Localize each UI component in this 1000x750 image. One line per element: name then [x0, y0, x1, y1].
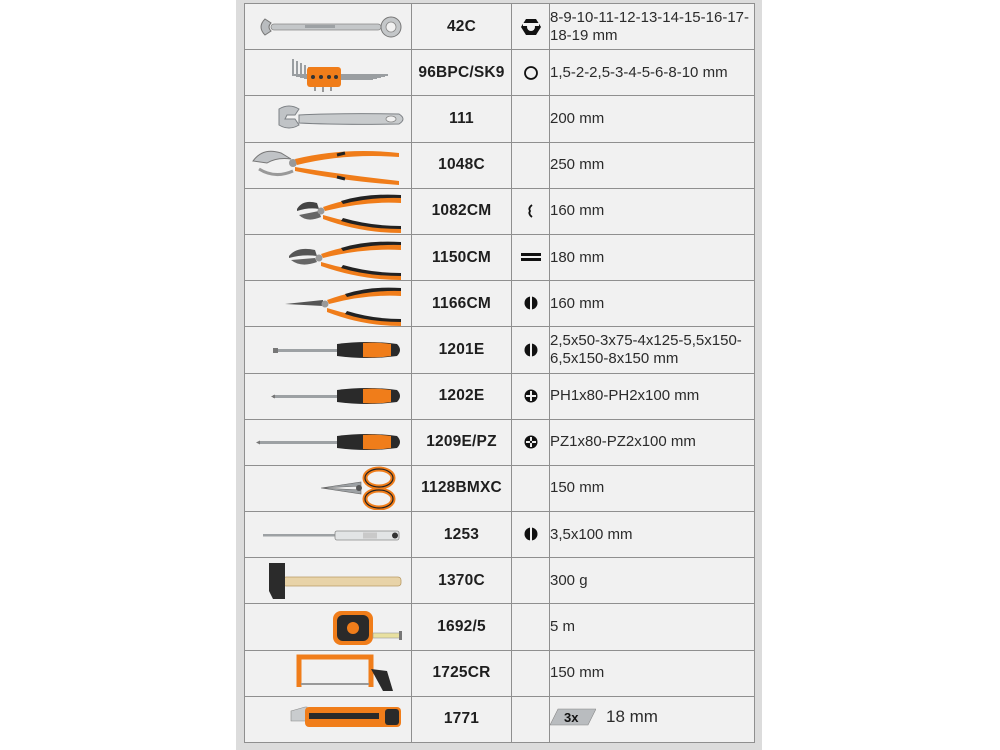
item-code: 1202E [412, 373, 512, 419]
symbol-cell [512, 696, 550, 742]
slotted-screwdriver-icon [245, 328, 411, 372]
tool-image-cell [245, 188, 412, 234]
table-row [245, 281, 755, 327]
hammer-icon [245, 559, 411, 603]
tool-image-cell [245, 234, 412, 280]
symbol-cell [512, 373, 550, 419]
pozidriv-screwdriver-icon [245, 420, 411, 464]
table-row [245, 327, 755, 373]
tool-image-cell [245, 558, 412, 604]
tool-image-cell [245, 327, 412, 373]
symbol-cell [512, 512, 550, 558]
size-spec: 2,5x50-3x75-4x125-5,5x150-6,5x150-8x150 mm [550, 327, 755, 373]
tool-image-cell [245, 465, 412, 511]
symbol-cell [512, 558, 550, 604]
slotted-tip-icon [523, 342, 539, 358]
table-row [245, 234, 755, 280]
item-code: 1725CR [412, 650, 512, 696]
tape-measure-icon [245, 605, 411, 649]
electrician-scissors-icon [245, 466, 411, 510]
symbol-cell [512, 281, 550, 327]
table-row [245, 373, 755, 419]
size-spec: 250 mm [550, 142, 755, 188]
item-code: 111 [412, 96, 512, 142]
size-spec: 160 mm [550, 281, 755, 327]
utility-knife-icon [245, 697, 411, 741]
table-row [245, 465, 755, 511]
tool-image-cell [245, 419, 412, 465]
cutting-edge-icon [526, 204, 536, 218]
size-spec: 160 mm [550, 188, 755, 234]
item-code: 1150CM [412, 234, 512, 280]
table-row [245, 50, 755, 96]
slotted-tip-icon [523, 295, 539, 311]
item-code: 1082CM [412, 188, 512, 234]
item-code: 1370C [412, 558, 512, 604]
spare-blades [550, 707, 658, 727]
phillips-tip-icon [523, 388, 539, 404]
item-code: 1209E/PZ [412, 419, 512, 465]
symbol-cell [512, 234, 550, 280]
tool-image-cell [245, 142, 412, 188]
hex-socket-icon [523, 65, 539, 81]
size-spec: 150 mm [550, 465, 755, 511]
size-spec: 300 g [550, 558, 755, 604]
item-code: 1128BMXC [412, 465, 512, 511]
symbol-cell [512, 188, 550, 234]
size-spec: 150 mm [550, 650, 755, 696]
symbol-cell [512, 96, 550, 142]
item-code: 1201E [412, 327, 512, 373]
item-code: 42C [412, 4, 512, 50]
adjustable-wrench-icon [245, 97, 411, 141]
symbol-cell [512, 4, 550, 50]
symbol-cell [512, 142, 550, 188]
table-row [245, 96, 755, 142]
size-spec: PH1x80-PH2x100 mm [550, 373, 755, 419]
size-spec: 1,5-2-2,5-3-4-5-6-8-10 mm [550, 50, 755, 96]
item-code: 1253 [412, 512, 512, 558]
size-spec: 5 m [550, 604, 755, 650]
size-spec: 8-9-10-11-12-13-14-15-16-17-18-19 mm [550, 4, 755, 50]
hex-key-set-icon [245, 51, 411, 95]
symbol-cell [512, 419, 550, 465]
item-code: 1166CM [412, 281, 512, 327]
symbol-cell [512, 50, 550, 96]
table-row [245, 604, 755, 650]
tool-image-cell [245, 4, 412, 50]
phillips-screwdriver-icon [245, 374, 411, 418]
tool-image-cell [245, 604, 412, 650]
table-row [245, 650, 755, 696]
item-code: 1692/5 [412, 604, 512, 650]
tool-image-cell [245, 281, 412, 327]
table-row [245, 558, 755, 604]
symbol-cell [512, 327, 550, 373]
table-row [245, 512, 755, 558]
hex-nut-icon [520, 17, 542, 37]
pozidriv-tip-icon [523, 434, 539, 450]
tool-image-cell [245, 512, 412, 558]
tool-image-cell [245, 96, 412, 142]
diagonal-cutters-icon [245, 189, 411, 233]
size-spec: 3,5x100 mm [550, 512, 755, 558]
spare-blade-icon [550, 707, 596, 727]
table-row [245, 4, 755, 50]
long-nose-pliers-icon [245, 282, 411, 326]
size-spec [550, 696, 755, 742]
combination-pliers-icon [245, 236, 411, 280]
size-spec: PZ1x80-PZ2x100 mm [550, 419, 755, 465]
tool-image-cell [245, 650, 412, 696]
combination-wrench-icon [245, 5, 411, 49]
size-spec: 200 mm [550, 96, 755, 142]
item-code: 1048C [412, 142, 512, 188]
tool-image-cell [245, 696, 412, 742]
tool-image-cell [245, 50, 412, 96]
table-row [245, 188, 755, 234]
symbol-cell [512, 465, 550, 511]
symbol-cell [512, 604, 550, 650]
blade-size: 18 mm [606, 706, 658, 726]
blade-count: 3x [564, 709, 579, 725]
flat-jaw-icon [521, 252, 541, 262]
item-code: 1771 [412, 696, 512, 742]
size-spec: 180 mm [550, 234, 755, 280]
voltage-tester-icon [245, 513, 411, 557]
slip-joint-pliers-icon [245, 143, 411, 187]
table-row [245, 142, 755, 188]
slotted-tip-icon [523, 526, 539, 542]
item-code: 96BPC/SK9 [412, 50, 512, 96]
table-row [245, 696, 755, 742]
table-row [245, 419, 755, 465]
hacksaw-icon [245, 651, 411, 695]
tool-image-cell [245, 373, 412, 419]
symbol-cell [512, 650, 550, 696]
tool-catalog-table [244, 3, 755, 743]
